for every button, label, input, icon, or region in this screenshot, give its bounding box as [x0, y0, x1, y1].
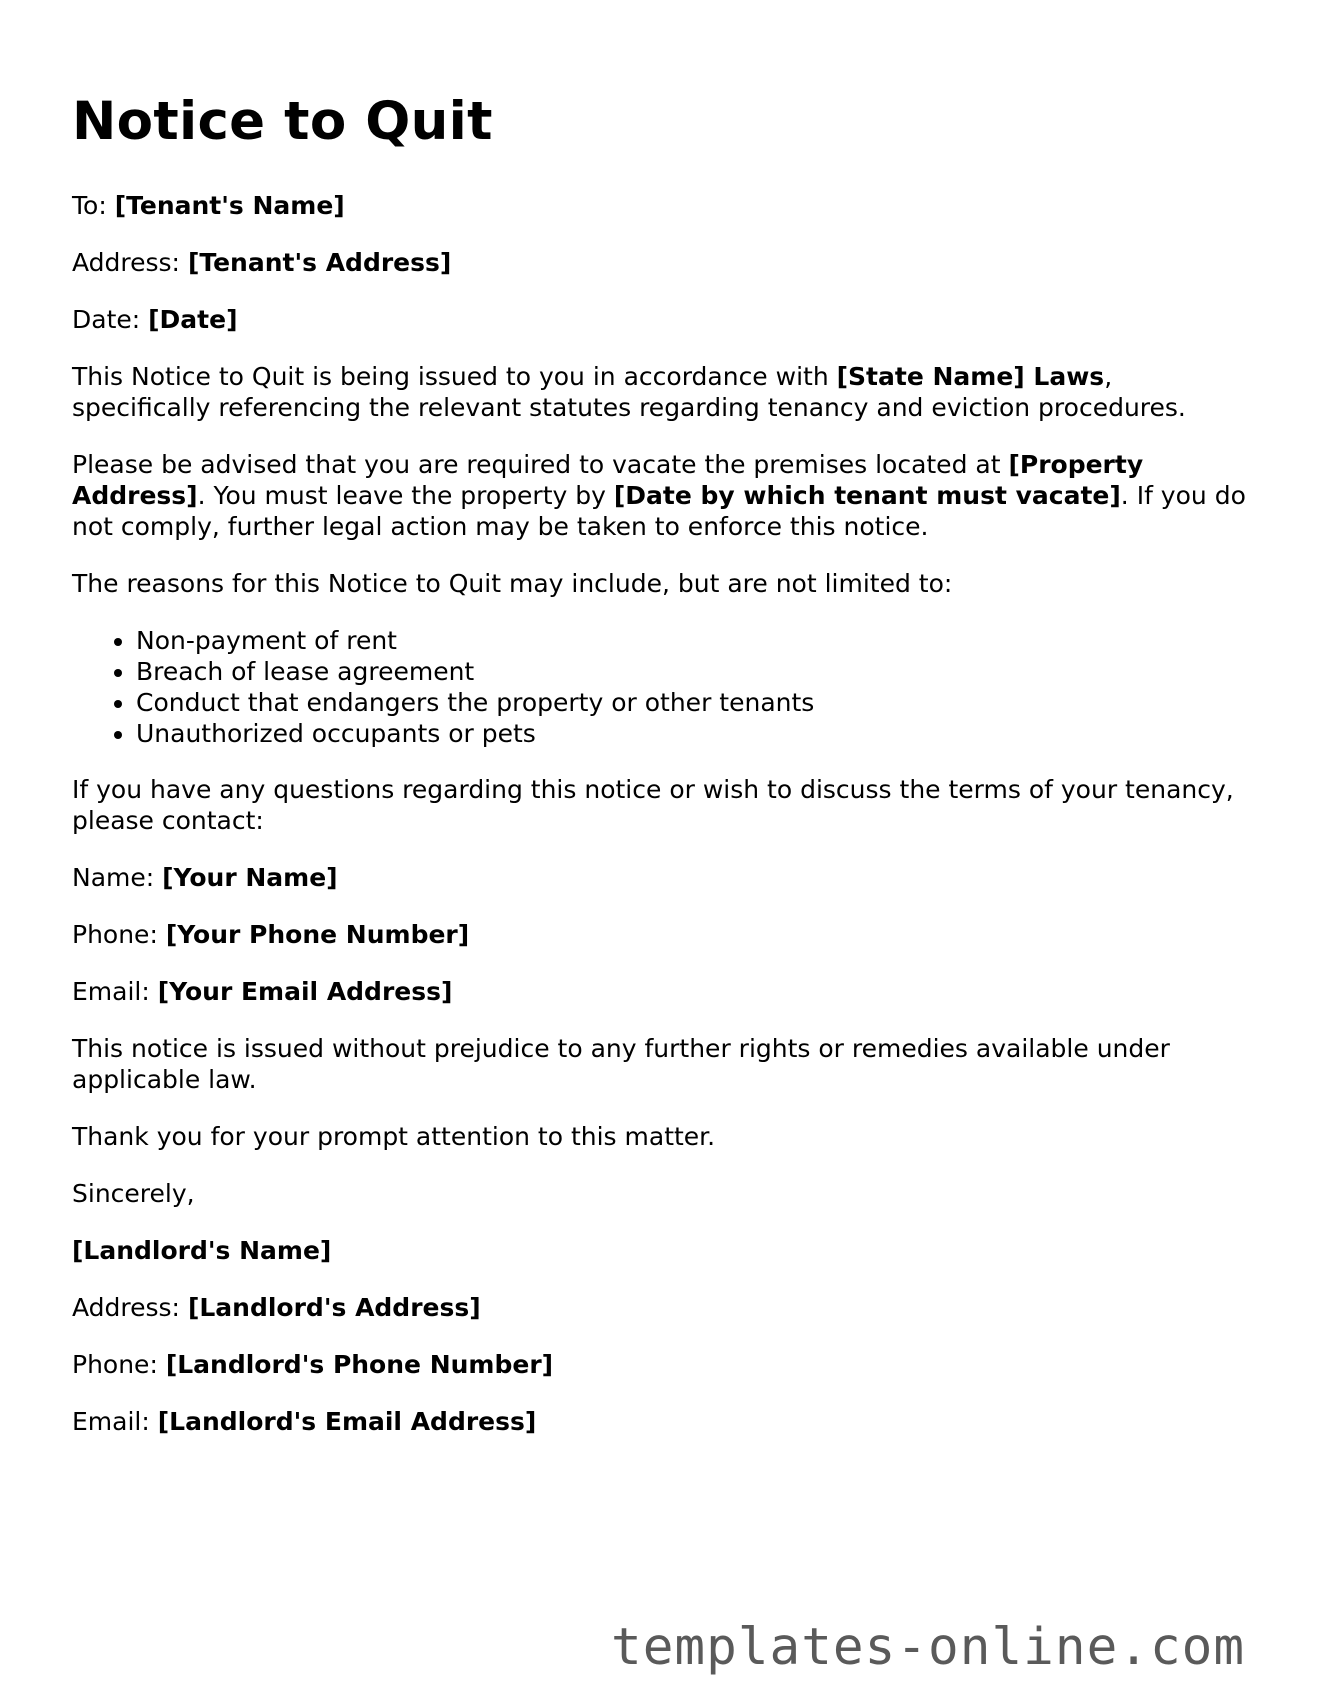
list-item: • Unauthorized occupants or pets [136, 718, 1257, 749]
contact-phone: [Your Phone Number] [165, 920, 470, 949]
list-item: • Non-payment of rent [136, 625, 1257, 656]
to-label: To: [72, 191, 115, 220]
notice-date: [Date] [148, 305, 238, 334]
reasons-intro: The reasons for this Notice to Quit may include, but are not limited to: [72, 569, 953, 598]
list-item: • Breach of lease agreement [136, 656, 1257, 687]
paragraph-laws-text-1: This Notice to Quit is being issued to you in accordance with [72, 362, 837, 391]
contact-email: [Your Email Address] [157, 977, 453, 1006]
landlord-phone-label: Phone: [72, 1350, 166, 1379]
contact-phone-label: Phone: [72, 920, 166, 949]
landlord-phone: [Landlord's Phone Number] [165, 1350, 554, 1379]
landlord-email-label: Email: [72, 1407, 158, 1436]
to-line [72, 190, 1257, 221]
property-address: [Property Address] [72, 450, 1144, 510]
document-page [72, 0, 1257, 1463]
landlord-address-label: Address: [72, 1293, 188, 1322]
paragraph-laws [72, 361, 1257, 423]
thank-you: Thank you for your prompt attention to this matter. [72, 1122, 716, 1151]
landlord-email-line [72, 1406, 1257, 1437]
paragraph-vacate-text-3: . If you do not comply, further legal action may be taken to enforce this notice. [72, 481, 1246, 541]
tenant-name: [Tenant's Name] [114, 191, 345, 220]
paragraph-vacate-text-1: Please be advised that you are required to vacate the premises located at [72, 450, 1009, 479]
contact-name-line [72, 862, 1257, 893]
address-line [72, 247, 1257, 278]
list-item: • Conduct that endangers the property or other tenants [136, 687, 1257, 718]
contact-email-label: Email: [72, 977, 158, 1006]
contact-intro: If you have any questions regarding this notice or wish to discuss the terms of your tenancy, please contact: [72, 775, 1234, 835]
contact-name-label: Name: [72, 863, 163, 892]
landlord-phone-line [72, 1349, 1257, 1380]
paragraph-vacate [72, 449, 1257, 542]
watermark: templates-online.com [611, 1618, 1246, 1677]
paragraph-vacate-text-2: . You must leave the property by [197, 481, 614, 510]
page-title: Notice to Quit [72, 91, 493, 152]
vacate-date: [Date by which tenant must vacate] [613, 481, 1121, 510]
closing: Sincerely, [72, 1179, 195, 1208]
tenant-address: [Tenant's Address] [187, 248, 452, 277]
without-prejudice: This notice is issued without prejudice to any further rights or remedies available under applicable law. [72, 1034, 1170, 1094]
landlord-address-line [72, 1292, 1257, 1323]
landlord-email: [Landlord's Email Address] [157, 1407, 537, 1436]
date-label: Date: [72, 305, 149, 334]
contact-phone-line [72, 919, 1257, 950]
reasons-list [72, 625, 1257, 749]
landlord-name: [Landlord's Name] [72, 1236, 332, 1265]
contact-email-line [72, 976, 1257, 1007]
address-label: Address: [72, 248, 188, 277]
state-laws: [State Name] Laws [836, 362, 1105, 391]
date-line [72, 304, 1257, 335]
landlord-address: [Landlord's Address] [187, 1293, 481, 1322]
paragraph-laws-text-2: , specifically referencing the relevant statutes regarding tenancy and eviction procedures. [72, 362, 1186, 422]
landlord-name-line [72, 1235, 1257, 1266]
contact-name: [Your Name] [162, 863, 338, 892]
